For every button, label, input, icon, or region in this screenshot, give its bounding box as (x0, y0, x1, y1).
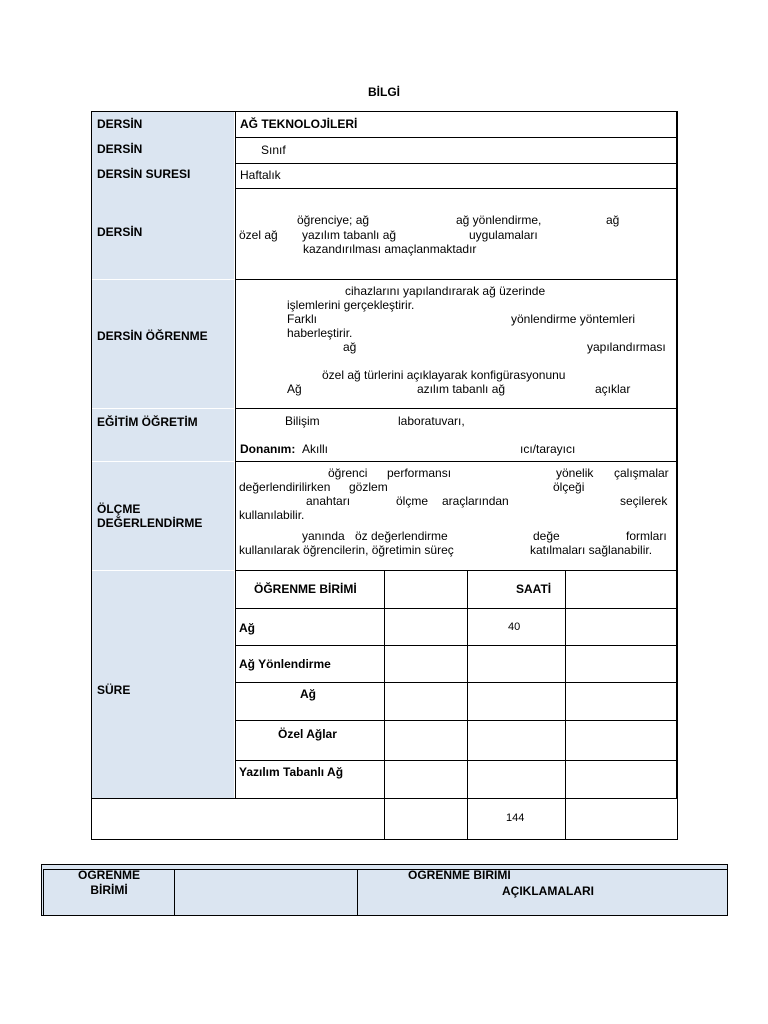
olcme-5d: değe (533, 529, 560, 543)
olcme-2b: gözlem (349, 480, 388, 494)
amac-line1-b: ağ yönlendirme, (456, 213, 542, 227)
egitim-akilli: Akıllı (302, 442, 329, 456)
amac-line2-b: yazılım tabanlı ağ (302, 228, 397, 242)
page-title: BİLGİ (368, 85, 400, 99)
label-ders-suresi: DERSİN SURESI (92, 163, 234, 188)
sure-vline-2 (467, 570, 468, 840)
olcme-3d: seçilerek (620, 494, 668, 508)
ders-sinif-value: Sınıf (261, 143, 286, 157)
ogrenme-line7: Ağ (287, 382, 302, 396)
amac-line1-a: öğrenciye; ağ (297, 213, 370, 227)
value-ders-sinif (235, 137, 677, 164)
sure-hline-3 (235, 682, 677, 683)
sure-hline-1 (235, 608, 677, 609)
label-ders-adi: DERSİN (92, 112, 234, 137)
bottom-col2-line2: AÇIKLAMALARI (502, 884, 594, 898)
ogrenme-line6: özel ağ türlerini açıklayarak konfigürasyonunu (322, 368, 566, 382)
egitim-tarayici: ıcı/tarayıcı (520, 442, 576, 456)
label-sure: SÜRE (92, 570, 234, 798)
sure-total: 144 (506, 812, 525, 824)
ogrenme-line3: Farklı (287, 312, 317, 326)
bottom-vline-2 (357, 869, 358, 915)
ogrenme-line3b: yönlendirme yöntemleri (511, 312, 636, 326)
amac-line2-a: özel ağ (239, 228, 278, 242)
ders-suresi-value: Haftalık (240, 168, 281, 182)
olcme-3a: anahtarı (306, 494, 351, 508)
egitim-bilisim: Bilişim (285, 414, 320, 428)
sure-hline-4 (235, 720, 677, 721)
olcme-5e: formları (626, 529, 667, 543)
sure-vline-3 (565, 570, 566, 840)
label-egitim: EĞİTİM ÖĞRETİM (92, 408, 234, 461)
olcme-5c: değerlendirme (371, 529, 448, 543)
value-ders-suresi (235, 163, 677, 189)
ogrenme-line5b: yapılandırması (587, 340, 666, 354)
olcme-4a: kullanılabilir. (239, 508, 305, 522)
label-ders-amaci: DERSİN (92, 188, 234, 279)
olcme-1c: yönelik (556, 466, 594, 480)
unit-2-name: Ağ Yönlendirme (239, 657, 331, 671)
olcme-6b: katılmaları sağlanabilir. (530, 543, 653, 557)
sure-hline-2 (235, 645, 677, 646)
ogrenme-line1: cihazlarını yapılandırarak ağ üzerinde (345, 284, 546, 298)
unit-1-hours: 40 (508, 621, 521, 633)
unit-3-name: Ağ (300, 687, 316, 701)
bottom-col1-header: OGRENME BİRİMİ (77, 868, 140, 897)
olcme-3b: ölçme (396, 494, 429, 508)
ders-adi-value: AĞ TEKNOLOJİLERİ (240, 117, 358, 131)
unit-5-name: Yazılım Tabanlı Ağ (239, 765, 344, 779)
ogrenme-line4: haberleştirir. (287, 326, 353, 340)
sure-header-birim: ÖĞRENME BİRİMİ (254, 582, 357, 596)
olcme-5b: öz (355, 529, 368, 543)
olcme-1a: öğrenci (328, 466, 368, 480)
ogrenme-line5: ağ (343, 340, 357, 354)
sure-header-saati: SAATİ (516, 582, 552, 596)
olcme-2a: değerlendirilirken (239, 480, 331, 494)
amac-line3-a: kazandırılması amaçlanmaktadır (303, 242, 477, 256)
unit-1-name: Ağ (239, 621, 255, 635)
unit-4-name: Özel Ağlar (278, 727, 337, 741)
egitim-donanim-label: Donanım: (240, 442, 296, 456)
olcme-1b: performansı (387, 466, 452, 480)
olcme-1d: çalışmalar (614, 466, 669, 480)
amac-line1-c: ağ (606, 213, 620, 227)
sure-hline-5 (235, 760, 677, 761)
egitim-lab: laboratuvarı, (398, 414, 465, 428)
olcme-6a: kullanılarak öğrencilerin, öğretimin süreç (239, 543, 454, 557)
ogrenme-line7c: açıklar (595, 382, 631, 396)
sure-vline-1 (384, 570, 385, 840)
olcme-2c: ölçeği (553, 480, 585, 494)
label-olcme: ÖLÇME DEĞERLENDİRME (92, 461, 234, 570)
label-ders-sinif: DERSİN (92, 137, 234, 163)
amac-line2-c: uygulamaları (469, 228, 538, 242)
label-ogrenme: DERSİN ÖĞRENME (92, 279, 234, 408)
olcme-5a: yanında (302, 529, 345, 543)
ogrenme-line7b: azılım tabanlı ağ (417, 382, 506, 396)
bottom-vline-1 (174, 869, 175, 915)
olcme-3c: araçlarından (442, 494, 509, 508)
ogrenme-line2: işlemlerini gerçekleştirir. (287, 298, 415, 312)
bottom-col2-line1: OGRENME BIRIMI (408, 868, 511, 882)
